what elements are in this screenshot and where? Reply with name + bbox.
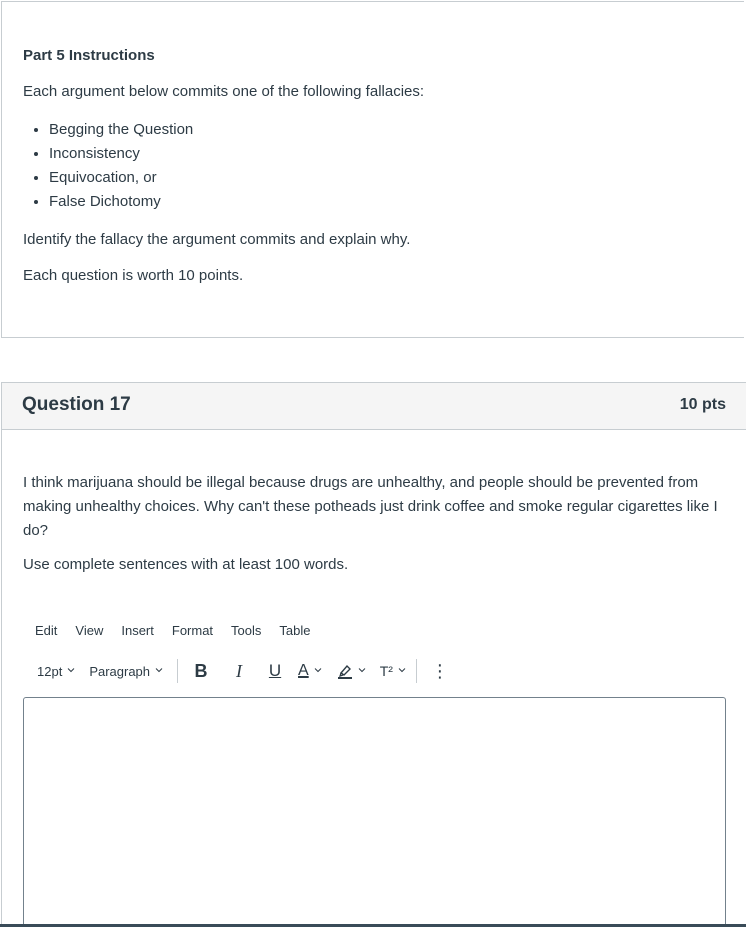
more-vertical-icon: ⋮ — [430, 660, 449, 681]
editor-toolbar — [24, 657, 453, 685]
menu-tools[interactable]: Tools — [231, 623, 262, 638]
instructions-points-note: Each question is worth 10 points. — [23, 267, 244, 284]
underline-button[interactable] — [262, 661, 288, 681]
superscript-button[interactable] — [380, 657, 406, 685]
chevron-down-icon — [314, 666, 322, 674]
chevron-down-icon — [155, 666, 163, 674]
question-body — [23, 471, 723, 575]
instructions-panel — [1, 1, 744, 338]
bold-icon: B — [194, 660, 208, 681]
instructions-task: Identify the fallacy the argument commits and explain why. — [23, 231, 411, 248]
menu-view[interactable]: View — [75, 623, 104, 638]
text-color-button[interactable] — [298, 657, 322, 685]
bold-button[interactable] — [188, 661, 214, 682]
question-text: I think marijuana should be illegal because drugs are unhealthy, and people should be prevented from making unhealthy choices. Why can't these potheads just drink coffee and smoke regular cigarettes like I do? — [23, 474, 718, 539]
question-panel — [1, 382, 746, 927]
chevron-down-icon — [67, 666, 75, 674]
list-item: • False Dichotomy — [49, 190, 723, 214]
chevron-down-icon — [358, 666, 366, 674]
answer-editor[interactable] — [23, 697, 726, 927]
question-header — [2, 383, 746, 430]
list-item: • Equivocation, or — [49, 166, 723, 190]
menu-format[interactable]: Format — [171, 623, 214, 638]
menu-edit[interactable]: Edit — [35, 623, 58, 638]
more-options-button[interactable] — [427, 661, 453, 682]
menu-insert[interactable]: Insert — [121, 623, 154, 638]
highlight-color-button[interactable] — [337, 657, 366, 685]
question-requirement: Use complete sentences with at least 100 words. — [23, 556, 349, 573]
question-title: Question 17 — [22, 394, 131, 415]
answer-editor-content[interactable] — [24, 698, 725, 718]
question-points: 10 pts — [679, 396, 726, 413]
underline-icon: U — [268, 661, 282, 680]
italic-button[interactable] — [226, 661, 252, 682]
text-color-icon: A — [298, 662, 309, 679]
block-format-select[interactable] — [89, 657, 163, 685]
list-item: • Inconsistency — [49, 142, 723, 166]
block-format-value: Paragraph — [89, 663, 151, 679]
superscript-icon: T² — [379, 663, 393, 679]
font-size-select[interactable] — [24, 657, 75, 685]
instructions-intro: Each argument below commits one of the following fallacies: — [23, 83, 425, 100]
instructions-title: Part 5 Instructions — [23, 47, 155, 64]
toolbar-divider — [177, 659, 178, 683]
italic-icon: I — [236, 660, 243, 681]
toolbar-divider — [416, 659, 417, 683]
editor-menubar — [24, 623, 318, 638]
highlighter-icon — [337, 663, 353, 679]
list-item: • Begging the Question — [49, 118, 723, 142]
menu-table[interactable]: Table — [279, 623, 311, 638]
font-size-value: 12pt — [37, 663, 63, 679]
chevron-down-icon — [398, 666, 406, 674]
fallacy-list — [23, 118, 723, 214]
